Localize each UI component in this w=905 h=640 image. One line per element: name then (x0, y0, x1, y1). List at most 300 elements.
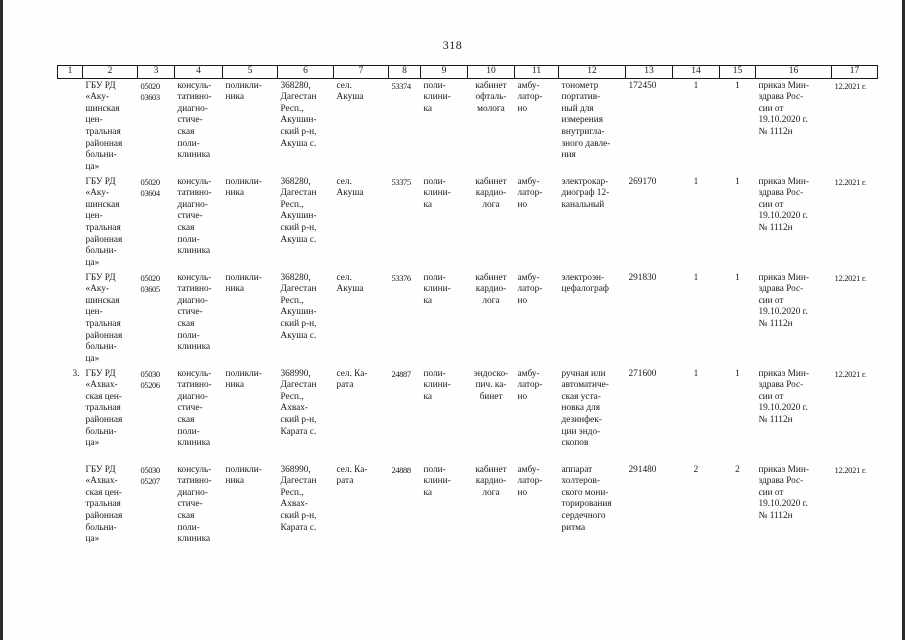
quantity-cell: 2 (735, 464, 740, 475)
registry-number-cell: 53376 (391, 272, 411, 283)
column-header: 10 (468, 66, 515, 79)
cell-line: 19.10.2020 г. (758, 115, 808, 126)
equipment-table (57, 65, 878, 553)
cell-line: 03605 (140, 284, 160, 295)
cell-line: диагно- (177, 199, 208, 210)
organization-cell (83, 367, 138, 463)
cell-line: ский р-н, (280, 318, 317, 329)
unit-cell (421, 367, 468, 463)
quantity-cell: 1 (693, 272, 699, 283)
column-header: 9 (421, 66, 468, 79)
cell-line: тральная (85, 403, 121, 414)
cell-line: ка (423, 487, 433, 498)
cell-line: 368280, (280, 80, 311, 91)
table-body (58, 78, 878, 553)
facility-kind-cell (223, 367, 278, 463)
cell-line: ский р-н, (280, 414, 317, 425)
cell-line: торирования (561, 499, 612, 510)
cell-line: консуль- (177, 176, 212, 187)
column-header: 16 (756, 66, 832, 79)
cell-line: 03604 (140, 188, 160, 199)
cell-line: дезинфек- (561, 414, 602, 425)
cabinet-cell (468, 78, 515, 175)
cell-line: 19.10.2020 г. (758, 403, 808, 414)
cell-line: автоматиче- (561, 380, 609, 391)
cell-line: кардио- (475, 284, 507, 295)
cell-line: эндоско- (473, 368, 509, 379)
registry-number-cell: 53374 (391, 80, 411, 91)
cell-line: Респ., (280, 391, 304, 402)
cell-line: № 1112н (758, 222, 793, 233)
cabinet-cell (468, 367, 515, 463)
cell-line: кардио- (475, 188, 507, 199)
column-header: 8 (389, 66, 421, 79)
cell-line: приказ Мин- (758, 464, 809, 475)
unit-cell (421, 78, 468, 175)
cell-line: Карата с. (280, 426, 317, 437)
equipment-code-cell: 172450 (628, 80, 657, 91)
cell-line: диагно- (177, 487, 208, 498)
cell-line: тативно- (177, 284, 212, 295)
cell-line: сии от (758, 391, 784, 402)
unit-cell (421, 463, 468, 553)
cell-line: Акушин- (280, 211, 317, 222)
cell-line: ния (561, 150, 576, 161)
cell-line: сии от (758, 295, 784, 306)
cell-line: поли- (177, 522, 200, 533)
equipment-cell (559, 271, 626, 367)
cell-line: латор- (517, 92, 543, 103)
cell-line: молога (477, 103, 505, 114)
cell-line: кабинет (475, 80, 507, 91)
cell-line: ский р-н, (280, 510, 317, 521)
cell-line: тральная (85, 499, 121, 510)
cell-line: 05020 (140, 272, 160, 283)
cell-line: но (517, 487, 528, 498)
cell-line: 05020 (140, 176, 160, 187)
cell-line: поли- (423, 80, 446, 91)
cell-line: измерения (561, 115, 604, 126)
cell-line: здрава Рос- (758, 92, 804, 103)
order-cell (756, 78, 832, 175)
cell-line: Акуша (336, 188, 364, 199)
cell-line: поли- (177, 234, 200, 245)
cell-line: клиника (177, 438, 211, 449)
settlement-cell (334, 367, 389, 463)
cell-line: районная (85, 330, 123, 341)
cell-line: аппарат (561, 464, 593, 475)
date-cell: 12.2021 г. (834, 464, 866, 475)
cabinet-cell (468, 175, 515, 271)
quantity-cell: 2 (693, 464, 699, 475)
unit-cell (421, 175, 468, 271)
cell-line: ручная или (561, 368, 606, 379)
settlement-cell (334, 78, 389, 175)
cell-line: шинская (85, 295, 120, 306)
date-cell: 12.2021 г. (834, 80, 866, 91)
cell-line: лога (482, 295, 500, 306)
registry-number-cell: 24888 (391, 464, 411, 475)
cell-line: ГБУ РД (85, 368, 116, 379)
row-number-cell (58, 175, 83, 271)
cell-line: тативно- (177, 92, 212, 103)
cell-line: поли- (177, 426, 200, 437)
cell-line: сел. (336, 80, 352, 91)
registry-number-cell: 53375 (391, 176, 411, 187)
cell-line: ритма (561, 522, 586, 533)
cell-line: 05020 (140, 80, 160, 91)
cell-line: 368280, (280, 272, 311, 283)
cell-line: клини- (423, 380, 451, 391)
cell-line: латор- (517, 188, 543, 199)
cell-line: стиче- (177, 307, 203, 318)
cell-line: бинет (479, 391, 503, 402)
cell-line: электрокар- (561, 176, 609, 187)
facility-kind-cell (223, 463, 278, 553)
table-row (58, 175, 878, 271)
cell-line: ца» (85, 534, 100, 545)
cell-line: холтеров- (561, 476, 600, 487)
row-number-cell (58, 78, 83, 175)
facility-type-cell (175, 463, 223, 553)
column-header: 1 (58, 66, 83, 79)
cell-line: ника (225, 92, 244, 103)
cell-line: Респ., (280, 103, 304, 114)
cell-line: офталь- (475, 92, 507, 103)
cell-line: консуль- (177, 80, 212, 91)
cell-line: больни- (85, 522, 117, 533)
column-header: 13 (626, 66, 673, 79)
cell-line: 368990, (280, 368, 311, 379)
cell-line: Ахвах- (280, 403, 309, 414)
code-cell (138, 271, 175, 367)
date-cell: 12.2021 г. (834, 368, 866, 379)
cell-line: здрава Рос- (758, 284, 804, 295)
cell-line: консуль- (177, 464, 212, 475)
cell-line: поликли- (225, 80, 262, 91)
cell-line: ская (177, 222, 195, 233)
cell-line: Акуша (336, 92, 364, 103)
cell-line: больни- (85, 150, 117, 161)
address-cell (278, 175, 334, 271)
cell-line: канальный (561, 199, 605, 210)
cell-line: сел. (336, 176, 352, 187)
cell-line: здрава Рос- (758, 380, 804, 391)
cell-line: но (517, 295, 528, 306)
cell-line: шинская (85, 103, 120, 114)
cell-line: Дагестан (280, 284, 317, 295)
header-row (58, 66, 878, 79)
address-cell (278, 367, 334, 463)
cell-line: районная (85, 234, 123, 245)
cell-line: внутригла- (561, 126, 605, 137)
organization-cell (83, 175, 138, 271)
cell-line: 19.10.2020 г. (758, 211, 808, 222)
cell-line: 19.10.2020 г. (758, 307, 808, 318)
cell-line: Акуша с. (280, 330, 317, 341)
column-header: 2 (83, 66, 138, 79)
code-cell (138, 78, 175, 175)
cell-line: поликли- (225, 464, 262, 475)
cell-line: амбу- (517, 176, 540, 187)
order-cell (756, 367, 832, 463)
cabinet-cell (468, 271, 515, 367)
mode-cell (515, 367, 559, 463)
cell-line: кабинет (475, 176, 507, 187)
cell-line: сердечного (561, 510, 606, 521)
cell-line: но (517, 103, 528, 114)
equipment-cell (559, 463, 626, 553)
cell-line: цен- (85, 115, 103, 126)
cell-line: скопов (561, 438, 589, 449)
cell-line: «Ахвах- (85, 476, 118, 487)
cell-line: № 1112н (758, 318, 793, 329)
date-cell: 12.2021 г. (834, 272, 866, 283)
cell-line: электроэн- (561, 272, 605, 283)
cell-line: клиника (177, 150, 211, 161)
cell-line: консуль- (177, 368, 212, 379)
cell-line: амбу- (517, 368, 540, 379)
quantity-cell: 1 (693, 368, 699, 379)
table-row (58, 271, 878, 367)
code-cell (138, 463, 175, 553)
cell-line: Дагестан (280, 188, 317, 199)
cell-line: диагно- (177, 391, 208, 402)
cell-line: амбу- (517, 464, 540, 475)
organization-cell (83, 271, 138, 367)
cell-line: ская (177, 126, 195, 137)
organization-cell (83, 78, 138, 175)
facility-type-cell (175, 367, 223, 463)
cell-line: ника (225, 476, 244, 487)
cell-line: ская (177, 318, 195, 329)
column-header: 12 (559, 66, 626, 79)
cell-line: ский р-н, (280, 222, 317, 233)
cell-line: сии от (758, 487, 784, 498)
settlement-cell (334, 463, 389, 553)
cell-line: клиника (177, 534, 211, 545)
cell-line: стиче- (177, 499, 203, 510)
cell-line: 05030 (140, 368, 160, 379)
cell-line: приказ Мин- (758, 368, 809, 379)
settlement-cell (334, 271, 389, 367)
cell-line: Акуша (336, 284, 364, 295)
cell-line: ский р-н, (280, 126, 317, 137)
cabinet-cell (468, 463, 515, 553)
cell-line: № 1112н (758, 414, 793, 425)
cell-line: больни- (85, 246, 117, 257)
cell-line: но (517, 391, 528, 402)
cell-line: Акуша с. (280, 234, 317, 245)
cell-line: рата (336, 380, 354, 391)
cell-line: рата (336, 476, 354, 487)
quantity-cell: 1 (735, 272, 740, 283)
cell-line: зного давле- (561, 138, 611, 149)
cell-line: тральная (85, 126, 121, 137)
cell-line: стиче- (177, 115, 203, 126)
column-header: 17 (832, 66, 878, 79)
cell-line: «Аку- (85, 284, 109, 295)
cell-line: но (517, 199, 528, 210)
cell-line: тральная (85, 318, 121, 329)
cell-line: ская цен- (85, 487, 122, 498)
facility-kind-cell (223, 271, 278, 367)
cell-line: здрава Рос- (758, 476, 804, 487)
cell-line: цефалограф (561, 284, 609, 295)
cell-line: Респ., (280, 295, 304, 306)
equipment-code-cell: 291480 (628, 464, 657, 475)
cell-line: Акушин- (280, 115, 317, 126)
column-header: 11 (515, 66, 559, 79)
registry-number-cell: 24887 (391, 368, 411, 379)
row-number-cell (58, 271, 83, 367)
column-header: 15 (720, 66, 756, 79)
cell-line: 368990, (280, 464, 311, 475)
cell-line: поли- (423, 368, 446, 379)
cell-line: 05030 (140, 464, 160, 475)
cell-line: клини- (423, 188, 451, 199)
cell-line: ского мони- (561, 487, 609, 498)
cell-line: «Аку- (85, 188, 109, 199)
facility-type-cell (175, 175, 223, 271)
cell-line: латор- (517, 380, 543, 391)
address-cell (278, 271, 334, 367)
page-number: 318 (442, 38, 463, 52)
column-header: 5 (223, 66, 278, 79)
cell-line: диагно- (177, 295, 208, 306)
cell-line: кардио- (475, 476, 507, 487)
table-row (58, 367, 878, 463)
cell-line: диограф 12- (561, 188, 610, 199)
column-header: 3 (138, 66, 175, 79)
cell-line: сел. Ка- (336, 368, 368, 379)
date-cell: 12.2021 г. (834, 176, 866, 187)
address-cell (278, 463, 334, 553)
cell-line: ГБУ РД (85, 464, 116, 475)
cell-line: здрава Рос- (758, 188, 804, 199)
cell-line: 05207 (140, 476, 160, 487)
cell-line: ника (225, 188, 244, 199)
cell-line: Акуша с. (280, 138, 317, 149)
cell-line: портатив- (561, 92, 601, 103)
cell-line: ская уста- (561, 391, 601, 402)
mode-cell (515, 463, 559, 553)
cell-line: поли- (177, 138, 200, 149)
cell-line: ка (423, 391, 433, 402)
cell-line: клиника (177, 342, 211, 353)
cell-line: амбу- (517, 272, 540, 283)
cell-line: 05206 (140, 380, 160, 391)
code-cell (138, 175, 175, 271)
quantity-cell: 1 (693, 80, 699, 91)
cell-line: сел. (336, 272, 352, 283)
cell-line: 03603 (140, 92, 160, 103)
cell-line: № 1112н (758, 126, 793, 137)
cell-line: Ахвах- (280, 499, 309, 510)
cell-line: № 1112н (758, 510, 793, 521)
cell-line: 368280, (280, 176, 311, 187)
cell-line: тонометр (561, 80, 599, 91)
row-number-cell: 3. (72, 368, 80, 379)
cell-line: сии от (758, 103, 784, 114)
settlement-cell (334, 175, 389, 271)
address-cell (278, 78, 334, 175)
cell-line: приказ Мин- (758, 272, 809, 283)
table-row (58, 78, 878, 175)
order-cell (756, 271, 832, 367)
equipment-cell (559, 175, 626, 271)
equipment-code-cell: 271600 (628, 368, 657, 379)
cell-line: приказ Мин- (758, 176, 809, 187)
mode-cell (515, 78, 559, 175)
cell-line: ГБУ РД (85, 176, 116, 187)
facility-kind-cell (223, 78, 278, 175)
cell-line: ская (177, 414, 195, 425)
cell-line: тативно- (177, 380, 212, 391)
cell-line: Дагестан (280, 380, 317, 391)
cell-line: поликли- (225, 368, 262, 379)
cell-line: кабинет (475, 272, 507, 283)
table-row (58, 463, 878, 553)
cell-line: Дагестан (280, 92, 317, 103)
equipment-cell (559, 78, 626, 175)
cell-line: ская цен- (85, 391, 122, 402)
cell-line: больни- (85, 426, 117, 437)
cell-line: сии от (758, 199, 784, 210)
cell-line: «Аку- (85, 92, 109, 103)
cell-line: ции эндо- (561, 426, 601, 437)
column-header: 4 (175, 66, 223, 79)
equipment-cell (559, 367, 626, 463)
cell-line: Карата с. (280, 522, 317, 533)
cell-line: амбу- (517, 80, 540, 91)
cell-line: ка (423, 199, 433, 210)
quantity-cell: 1 (735, 176, 740, 187)
cell-line: поли- (423, 176, 446, 187)
cell-line: клини- (423, 92, 451, 103)
cell-line: поликли- (225, 176, 262, 187)
column-header: 14 (673, 66, 720, 79)
cell-line: Дагестан (280, 476, 317, 487)
column-header: 7 (334, 66, 389, 79)
unit-cell (421, 271, 468, 367)
quantity-cell: 1 (735, 368, 740, 379)
cell-line: клиника (177, 246, 211, 257)
cell-line: ца» (85, 353, 100, 364)
cell-line: приказ Мин- (758, 80, 809, 91)
cell-line: Респ., (280, 199, 304, 210)
cell-line: ца» (85, 257, 100, 268)
cell-line: тативно- (177, 476, 212, 487)
cell-line: ный для (561, 103, 594, 114)
cell-line: ника (225, 380, 244, 391)
facility-kind-cell (223, 175, 278, 271)
order-cell (756, 175, 832, 271)
cell-line: ка (423, 103, 433, 114)
cell-line: лога (482, 199, 500, 210)
cell-line: пич. ка- (475, 380, 507, 391)
cell-line: поли- (423, 464, 446, 475)
cell-line: ника (225, 284, 244, 295)
facility-type-cell (175, 78, 223, 175)
cell-line: латор- (517, 476, 543, 487)
cell-line: ская (177, 510, 195, 521)
cell-line: кабинет (475, 464, 507, 475)
cell-line: цен- (85, 307, 103, 318)
cell-line: шинская (85, 199, 120, 210)
cell-line: лога (482, 487, 500, 498)
cell-line: районная (85, 510, 123, 521)
